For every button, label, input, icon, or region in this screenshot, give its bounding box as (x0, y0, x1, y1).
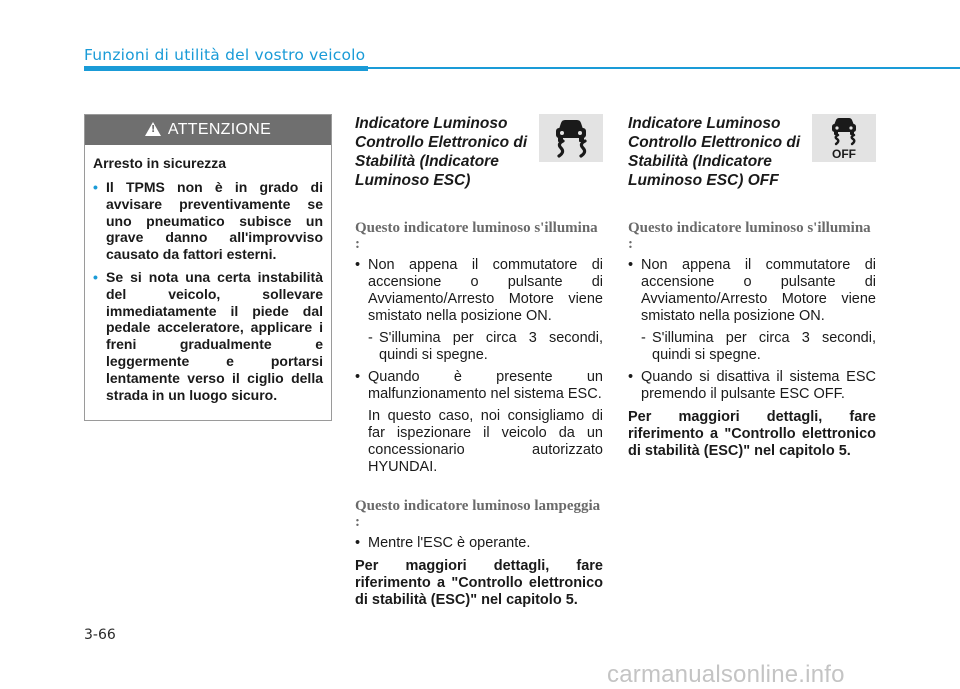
warning-heading: ATTENZIONE (167, 121, 272, 138)
esc-off-icon (812, 114, 876, 162)
esc-off-title: Indicatore Luminoso Controllo Elettronico di Stabilità (Indicatore Luminoso ESC) OFF (628, 115, 801, 189)
esc-dash-text: S'illumina per circa 3 secondi, quindi si spegne. (379, 330, 603, 363)
esc-off-more-info: Per maggiori dettagli, fare riferimento a "Controllo elettronico di stabilità (ESC)" nel capitolo 5. (628, 409, 876, 459)
esc-bullet: • Quando è presente un malfunzionamento nel sistema ESC. (355, 369, 603, 402)
warning-subtitle: Arresto in sicurezza (93, 155, 227, 171)
esc-off-bullet: • Non appena il commutatore di accensione o pulsante di Avviamento/Arresto Motore viene smistato nella posizione ON. (628, 257, 876, 324)
esc-bullet: • Non appena il commutatore di accensione o pulsante di Avviamento/Arresto Motore viene smistato nella posizione ON. (355, 257, 603, 324)
warning-item-text: Se si nota una certa instabilità del veicolo, sollevare immediatamente il piede dal pedale acceleratore, applicare i freni gradualmente e leggermente e portarsi lentamente verso il ciglio della strada in un luogo sicuro. (106, 268, 323, 403)
warning-triangle-icon (145, 122, 161, 136)
page-number: 3-66 (84, 627, 116, 643)
esc-off-bullet-text: Quando si disattiva il sistema ESC premendo il pulsante ESC OFF. (641, 369, 876, 402)
esc-title: Indicatore Luminoso Controllo Elettronico di Stabilità (Indicatore Luminoso ESC) (355, 115, 528, 189)
header-rule-thick (84, 66, 368, 71)
esc-section (355, 114, 603, 609)
esc-more-info: Per maggiori dettagli, fare riferimento a "Controllo elettronico di stabilità (ESC)" nel capitolo 5. (355, 558, 603, 608)
esc-blink-heading: Questo indicatore luminoso lampeggia : (355, 498, 601, 530)
esc-bullet: • Mentre l'ESC è operante. (355, 535, 531, 551)
esc-car-skid-icon (539, 114, 603, 162)
esc-off-lights-heading: Questo indicatore luminoso s'illumina : (628, 220, 871, 252)
bullet-icon: • (93, 179, 98, 195)
esc-off-section (628, 114, 876, 460)
bullet-icon: • (93, 268, 98, 285)
header-title: Funzioni di utilità del vostro veicolo (84, 46, 366, 64)
esc-off-icon-label: OFF (832, 147, 856, 161)
esc-dash: - S'illumina per circa 3 secondi, quindi si spegne. (368, 330, 603, 363)
esc-off-bullet: • Quando si disattiva il sistema ESC premendo il pulsante ESC OFF. (628, 369, 876, 402)
esc-lights-heading: Questo indicatore luminoso s'illumina : (355, 220, 598, 252)
watermark: carmanualsonline.info (607, 661, 845, 688)
esc-off-dash: - S'illumina per circa 3 secondi, quindi si spegne. (641, 330, 876, 363)
esc-bullet-text: Non appena il commutatore di accensione o pulsante di Avviamento/Arresto Motore viene smistato nella posizione ON. (368, 257, 603, 324)
esc-note: In questo caso, noi consigliamo di far ispezionare il veicolo da un concessionario autorizzato HYUNDAI. (368, 408, 603, 475)
esc-icon-tile (539, 114, 603, 162)
esc-off-dash-text: S'illumina per circa 3 secondi, quindi si spegne. (652, 330, 876, 363)
esc-bullet-text: Mentre l'ESC è operante. (368, 535, 531, 551)
warning-box (84, 114, 332, 421)
esc-off-icon-tile (812, 114, 876, 162)
warning-header (85, 115, 331, 145)
warning-item-text: Il TPMS non è in grado di avvisare preventivamente se uno pneumatico subisce un grave danno all'improvviso causato da fattori esterni. (106, 179, 323, 263)
warning-item (93, 269, 323, 403)
header-rule-thin (368, 67, 960, 69)
esc-off-bullet-text: Non appena il commutatore di accensione o pulsante di Avviamento/Arresto Motore viene smistato nella posizione ON. (641, 257, 876, 324)
warning-body (85, 145, 331, 403)
warning-item (93, 179, 323, 263)
esc-bullet-text: Quando è presente un malfunzionamento nel sistema ESC. (368, 369, 603, 402)
